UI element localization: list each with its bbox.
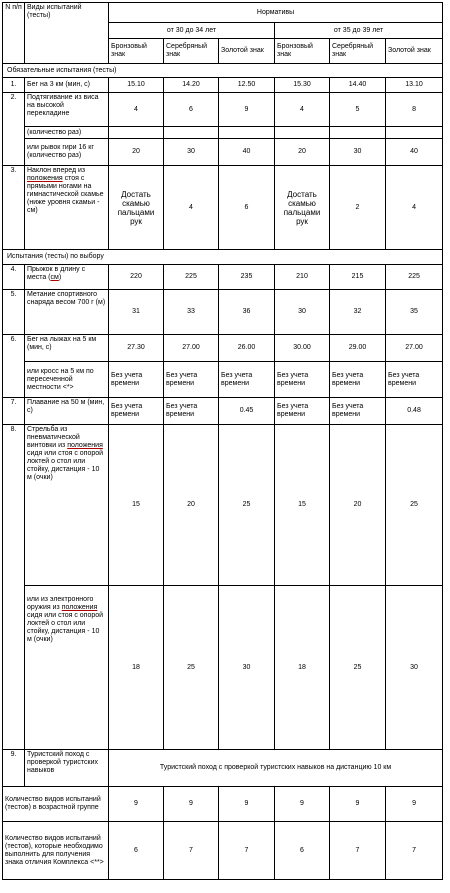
value-cell: Без учета времени bbox=[275, 398, 330, 425]
empty-cell bbox=[219, 127, 275, 139]
value-cell: 7 bbox=[164, 822, 219, 880]
test-name: Плавание на 50 м (мин, с) bbox=[25, 398, 109, 425]
test-name: (количество раз) bbox=[25, 127, 109, 139]
value-cell: Достать скамью пальцами рук bbox=[109, 166, 164, 250]
value-cell: 14.40 bbox=[330, 78, 386, 93]
header-tests: Виды испытаний (тесты) bbox=[25, 3, 109, 64]
row-number: 4. bbox=[3, 265, 25, 290]
test-name: или рывок гири 16 кг (количество раз) bbox=[25, 139, 109, 166]
value-cell: 14.20 bbox=[164, 78, 219, 93]
row-number: 9. bbox=[3, 750, 25, 787]
needed-label: Количество видов испытаний (тестов), которые необходимо выполнить для получения знака отличия Комплекса <**> bbox=[3, 822, 109, 880]
value-cell: 2 bbox=[330, 166, 386, 250]
value-cell: 215 bbox=[330, 265, 386, 290]
merged-value-cell: Туристский поход с проверкой туристских навыков на дистанцию 10 км bbox=[109, 750, 443, 787]
value-cell: 25 bbox=[164, 586, 219, 750]
empty-cell bbox=[330, 127, 386, 139]
test-name: Бег на лыжах на 5 км (мин, с) bbox=[25, 335, 109, 362]
value-cell: 30 bbox=[219, 586, 275, 750]
value-cell: 20 bbox=[164, 425, 219, 586]
test-name: Бег на 3 км (мин, с) bbox=[25, 78, 109, 93]
value-cell: Без учета времени bbox=[109, 362, 164, 398]
test-name: или из электронного оружия из положения сидя или стоя с опорой локтей о стол или стойку, дистанция - 10 м (очки) bbox=[25, 586, 109, 750]
header-gold-1: Золотой знак bbox=[219, 39, 275, 64]
value-cell: 13.10 bbox=[386, 78, 443, 93]
value-cell: Без учета времени bbox=[164, 362, 219, 398]
value-cell: 20 bbox=[109, 139, 164, 166]
value-cell: 9 bbox=[109, 787, 164, 822]
table-row bbox=[3, 822, 443, 880]
value-cell: 31 bbox=[109, 290, 164, 335]
value-cell: 15 bbox=[275, 425, 330, 586]
value-cell: 6 bbox=[109, 822, 164, 880]
test-name: или кросс на 5 км по пересеченной местности <*> bbox=[25, 362, 109, 398]
empty-cell bbox=[275, 127, 330, 139]
value-cell: 4 bbox=[164, 166, 219, 250]
header-num: N п/п bbox=[3, 3, 25, 64]
row-number: 5. bbox=[3, 290, 25, 335]
value-cell: 30 bbox=[330, 139, 386, 166]
table-row bbox=[3, 290, 443, 335]
table-row bbox=[3, 586, 443, 750]
value-cell: 25 bbox=[386, 425, 443, 586]
value-cell: 33 bbox=[164, 290, 219, 335]
value-cell: 6 bbox=[275, 822, 330, 880]
value-cell: 30 bbox=[275, 290, 330, 335]
value-cell: 27.00 bbox=[386, 335, 443, 362]
header-age-35-39: от 35 до 39 лет bbox=[275, 23, 443, 39]
header-silver-1: Серебряный знак bbox=[164, 39, 219, 64]
value-cell: Достать скамью пальцами рук bbox=[275, 166, 330, 250]
row-number: 6. bbox=[3, 335, 25, 398]
table-row bbox=[3, 265, 443, 290]
table-row bbox=[3, 78, 443, 93]
value-cell: 9 bbox=[330, 787, 386, 822]
norms-table bbox=[2, 2, 443, 880]
value-cell: 29.00 bbox=[330, 335, 386, 362]
value-cell: 30.00 bbox=[275, 335, 330, 362]
value-cell: 225 bbox=[164, 265, 219, 290]
row-number: 1. bbox=[3, 78, 25, 93]
empty-cell bbox=[109, 127, 164, 139]
table-row bbox=[3, 139, 443, 166]
value-cell: Без учета времени bbox=[219, 362, 275, 398]
value-cell: 30 bbox=[386, 586, 443, 750]
header-norms: Нормативы bbox=[109, 3, 443, 23]
value-cell: 35 bbox=[386, 290, 443, 335]
value-cell: 4 bbox=[109, 93, 164, 127]
header-bronze-1: Бронзовый знак bbox=[109, 39, 164, 64]
value-cell: 9 bbox=[386, 787, 443, 822]
value-cell: 36 bbox=[219, 290, 275, 335]
value-cell: 15 bbox=[109, 425, 164, 586]
value-cell: 15.30 bbox=[275, 78, 330, 93]
value-cell: 30 bbox=[164, 139, 219, 166]
table-row bbox=[3, 787, 443, 822]
row-number: 7. bbox=[3, 398, 25, 425]
value-cell: 9 bbox=[275, 787, 330, 822]
value-cell: 20 bbox=[330, 425, 386, 586]
value-cell: 12.50 bbox=[219, 78, 275, 93]
value-cell: Без учета времени bbox=[330, 398, 386, 425]
section-mandatory: Обязательные испытания (тесты) bbox=[3, 64, 443, 78]
value-cell: 4 bbox=[386, 166, 443, 250]
value-cell: 8 bbox=[386, 93, 443, 127]
test-name: Наклон вперед из положения стоя с прямыми ногами на гимнастической скамье (ниже уровня скамьи - см) bbox=[25, 166, 109, 250]
table-row bbox=[3, 425, 443, 586]
value-cell: 18 bbox=[109, 586, 164, 750]
value-cell: 0.45 bbox=[219, 398, 275, 425]
value-cell: 25 bbox=[219, 425, 275, 586]
value-cell: 40 bbox=[219, 139, 275, 166]
test-name: Стрельба из пневматической винтовки из положения сидя или стоя с опорой локтей о стол или стойку, дистанция - 10 м (очки) bbox=[25, 425, 109, 586]
header-gold-2: Золотой знак bbox=[386, 39, 443, 64]
value-cell: Без учета времени bbox=[109, 398, 164, 425]
section-optional: Испытания (тесты) по выбору bbox=[3, 250, 443, 265]
table-row bbox=[3, 335, 443, 362]
test-name: Туристский поход с проверкой туристских навыков bbox=[25, 750, 109, 787]
table-row bbox=[3, 398, 443, 425]
value-cell: 7 bbox=[219, 822, 275, 880]
value-cell: Без учета времени bbox=[164, 398, 219, 425]
value-cell: 7 bbox=[330, 822, 386, 880]
value-cell: 235 bbox=[219, 265, 275, 290]
value-cell: 27.30 bbox=[109, 335, 164, 362]
value-cell: Без учета времени bbox=[275, 362, 330, 398]
table-row bbox=[3, 127, 443, 139]
header-age-30-34: от 30 до 34 лет bbox=[109, 23, 275, 39]
value-cell: 15.10 bbox=[109, 78, 164, 93]
value-cell: 0.48 bbox=[386, 398, 443, 425]
value-cell: 4 bbox=[275, 93, 330, 127]
value-cell: 6 bbox=[164, 93, 219, 127]
value-cell: 5 bbox=[330, 93, 386, 127]
value-cell: 7 bbox=[386, 822, 443, 880]
count-label: Количество видов испытаний (тестов) в возрастной группе bbox=[3, 787, 109, 822]
test-name: Метание спортивного снаряда весом 700 г (м) bbox=[25, 290, 109, 335]
empty-cell bbox=[386, 127, 443, 139]
row-number: 3. bbox=[3, 166, 25, 250]
value-cell: 27.00 bbox=[164, 335, 219, 362]
value-cell: Без учета времени bbox=[386, 362, 443, 398]
table-row bbox=[3, 93, 443, 127]
value-cell: 26.00 bbox=[219, 335, 275, 362]
value-cell: 9 bbox=[164, 787, 219, 822]
value-cell: 225 bbox=[386, 265, 443, 290]
table-row bbox=[3, 750, 443, 787]
value-cell: 25 bbox=[330, 586, 386, 750]
value-cell: 9 bbox=[219, 787, 275, 822]
row-number: 2. bbox=[3, 93, 25, 166]
value-cell: 18 bbox=[275, 586, 330, 750]
value-cell: Без учета времени bbox=[330, 362, 386, 398]
value-cell: 6 bbox=[219, 166, 275, 250]
empty-cell bbox=[164, 127, 219, 139]
value-cell: 20 bbox=[275, 139, 330, 166]
value-cell: 32 bbox=[330, 290, 386, 335]
row-number: 8. bbox=[3, 425, 25, 750]
test-name: Подтягивание из виса на высокой перекладине bbox=[25, 93, 109, 127]
value-cell: 9 bbox=[219, 93, 275, 127]
value-cell: 40 bbox=[386, 139, 443, 166]
value-cell: 210 bbox=[275, 265, 330, 290]
value-cell: 220 bbox=[109, 265, 164, 290]
table-row bbox=[3, 362, 443, 398]
test-name: Прыжок в длину с места (см) bbox=[25, 265, 109, 290]
header-silver-2: Серебряный знак bbox=[330, 39, 386, 64]
header-bronze-2: Бронзовый знак bbox=[275, 39, 330, 64]
table-row bbox=[3, 166, 443, 250]
